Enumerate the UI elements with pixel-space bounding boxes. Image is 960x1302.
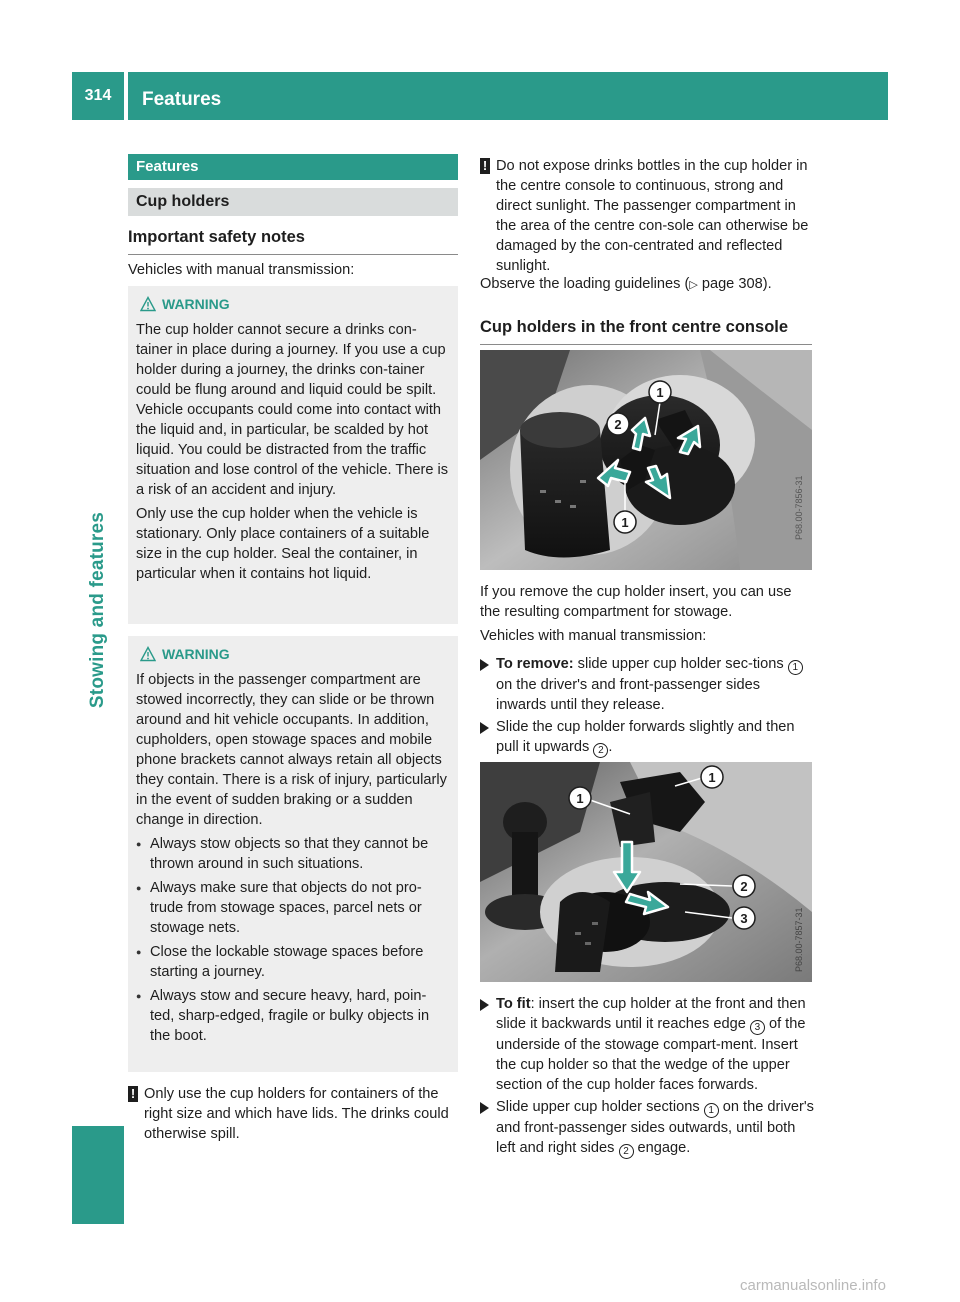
step-arrow-icon <box>480 1102 489 1114</box>
warning-box-2 <box>128 636 458 1072</box>
figure-cup-holder-1 <box>480 350 812 570</box>
step-engage: Slide upper cup holder sections 1 on the driver's and front-passenger sides outwards, until both left and right sides 2 engage. <box>480 1097 814 1159</box>
bullet-item: ● Close the lockable stowage spaces before starting a journey. <box>136 942 450 982</box>
step-fit: To fit: insert the cup holder at the front and then slide it backwards until it reaches edge 3 of the underside of the stowage compart-ment. Insert the cup holder so that the wedge of the upper section of the cup holder faces forwards. <box>480 994 814 1095</box>
chapter-title: Features <box>128 72 888 120</box>
warning-text: If objects in the passenger compartment are stowed incorrectly, they can slide or be thrown around and hit vehicle occupants. In addition, cupholders, open stowage spaces and mobile phone brackets cannot always retain all objects they contain. There is a risk of injury, particularly in the event of sudden braking or a sudden change in direction. <box>136 672 447 828</box>
loading-guidelines-ref: Observe the loading guidelines (▷ page 308). <box>480 276 772 292</box>
warning-header <box>140 644 450 664</box>
callout-ref: 1 <box>704 1103 719 1118</box>
step-arrow-icon <box>480 722 489 734</box>
cup-holder-photo-1 <box>480 350 812 570</box>
side-tab <box>78 100 118 1120</box>
figure-code: P68.00-7857-31 <box>794 907 804 972</box>
bullet-item: ● Always stow and secure heavy, hard, poin-ted, sharp-edged, fragile or bulky objects in the boot. <box>136 986 450 1046</box>
step-pull-up: Slide the cup holder forwards slightly and then pull it upwards 2 . <box>480 717 812 758</box>
callout-ref: 1 <box>788 660 803 675</box>
callout-label: 2 <box>614 417 622 432</box>
bullet-item: ● Always make sure that objects do not pro-trude from stowage spaces, parcel nets or stowage nets. <box>136 878 450 938</box>
step-remove: To remove: slide upper cup holder sec-tions 1 on the driver's and front-passenger sides inwards until they release. <box>480 654 812 715</box>
callout-label: 2 <box>740 879 748 894</box>
note-text: Only use the cup holders for containers of the right size and which have lids. The drinks could otherwise spill. <box>144 1086 449 1142</box>
warning-box-1 <box>128 286 458 624</box>
side-tab-label: Stowing and features <box>87 511 108 709</box>
remove-steps <box>480 654 812 760</box>
warning-header <box>140 294 450 314</box>
front-console-heading: Cup holders in the front centre console <box>480 316 812 345</box>
callout-ref: 2 <box>593 743 608 758</box>
fit-steps <box>480 994 814 1161</box>
intro-text: Vehicles with manual transmission: <box>128 262 355 278</box>
callout-ref: 2 <box>619 1144 634 1159</box>
safety-heading: Important safety notes <box>128 226 458 255</box>
callout-label: 1 <box>708 770 716 785</box>
section-title: Features <box>128 154 458 180</box>
footer-watermark: carmanualsonline.info <box>740 1277 886 1294</box>
warning-label: WARNING <box>162 646 230 662</box>
figure-code: P68.00-7856-31 <box>794 475 804 540</box>
figure-cup-holder-2 <box>480 762 812 982</box>
warning-text: Only use the cup holder when the vehicle is stationary. Only place containers of a suitable size in the cup holder. Seal the container, in particular when it contains hot liquid. <box>136 506 430 582</box>
step-arrow-icon <box>480 999 489 1011</box>
page-number: 314 <box>72 72 124 120</box>
warning-text: The cup holder cannot secure a drinks con-tainer in place during a journey. If you use a cup holder during a journey, the drinks con-tainer could be flung around and liquid could be spilt. Vehicle occupants could come into contact with the liquid and, in particular, be scalded by hot liquid. You could be distracted from the traffic situation and lose control of the vehicle. There is a risk of an accident and injury. <box>136 322 449 498</box>
bullet-item: ● Always stow objects so that they cannot be thrown around in such situations. <box>136 834 450 874</box>
intro-text-2: Vehicles with manual transmission: <box>480 628 707 644</box>
warning-icon <box>140 646 156 662</box>
page-link[interactable]: page 308). <box>697 276 772 292</box>
step-arrow-icon <box>480 659 489 671</box>
stowage-para: If you remove the cup holder insert, you can use the resulting compartment for stowage. <box>480 584 792 620</box>
cup-holder-photo-2 <box>480 762 812 982</box>
warning-label: WARNING <box>162 296 230 312</box>
subsection-title: Cup holders <box>128 188 458 216</box>
note-sunlight <box>480 156 812 276</box>
caution-icon: ! <box>480 158 490 174</box>
side-tab-marker <box>72 1126 124 1224</box>
callout-label: 3 <box>740 911 748 926</box>
note-cup-holders <box>128 1084 460 1144</box>
warning-icon <box>140 296 156 312</box>
caution-icon: ! <box>128 1086 138 1102</box>
callout-ref: 3 <box>750 1020 765 1035</box>
callout-label: 1 <box>656 385 664 400</box>
note-text: Do not expose drinks bottles in the cup holder in the centre console to continuous, strong and direct sunlight. The passenger compartment in the area of the centre con-sole can otherwise be damaged by the con-centrated and reflected sunlight. <box>496 158 809 274</box>
page-ref-arrow-icon: ▷ <box>689 279 698 291</box>
callout-label: 1 <box>621 515 629 530</box>
callout-label: 1 <box>576 791 584 806</box>
